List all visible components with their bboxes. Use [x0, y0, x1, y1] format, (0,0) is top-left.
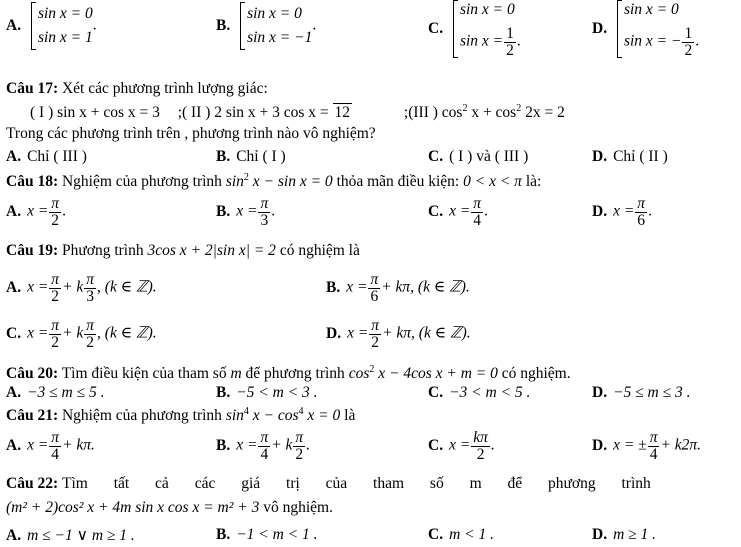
frac-den: 3 [260, 211, 269, 229]
question-text: vô nghiệm. [263, 499, 333, 516]
equation: 3cos x + 2|sin x| = 2 [147, 242, 276, 259]
option-label: A. [6, 384, 22, 401]
system-bracket [453, 0, 521, 58]
q19-option-c [6, 318, 157, 350]
fraction [49, 272, 61, 304]
question-text: Phương trình [61, 242, 144, 259]
frac-den: 6 [370, 287, 379, 305]
equation-3-part: 2x = 2 [521, 104, 565, 122]
q17-heading [6, 80, 268, 98]
frac-num: π [370, 271, 379, 288]
q20-option-d [592, 384, 691, 402]
question-text: để phương trình [245, 365, 345, 383]
exponent: 4 [243, 406, 249, 417]
option-label: D. [326, 324, 342, 342]
q19-option-a [6, 272, 157, 304]
sys-line-2: sin x = −1 [247, 29, 313, 47]
q19-option-b [326, 272, 470, 304]
frac-num: π [260, 195, 269, 212]
q20-option-b [216, 384, 318, 402]
option-mid: + k [62, 324, 84, 342]
equation: (m² + 2)cos² x + 4m sin x cos x = m² + 3 [6, 499, 260, 516]
option-label: B. [216, 16, 231, 34]
option-pre: x = [27, 436, 49, 454]
option-text: m < 1 . [449, 526, 494, 543]
question-number: Câu 17: [6, 80, 59, 97]
question-text: là: [525, 173, 542, 191]
fraction [293, 430, 305, 462]
fraction [635, 196, 647, 228]
exponent: 2 [243, 172, 249, 183]
option-mid: + k [271, 436, 293, 454]
option-pre: x = [236, 202, 258, 220]
option-label: C. [428, 436, 444, 454]
option-end: . [484, 202, 488, 220]
option-pre: x = [27, 202, 49, 220]
question-number: Câu 22: [6, 475, 59, 492]
fraction [368, 272, 380, 304]
fraction [504, 26, 516, 58]
condition: 0 < x < π [463, 173, 522, 191]
frac-num: π [86, 317, 95, 334]
sys-line-1: sin x = 0 [623, 1, 679, 18]
frac-den: 4 [260, 445, 269, 463]
q18-option-a [6, 196, 66, 228]
option-end: . [695, 32, 700, 50]
frac-num: π [86, 271, 95, 288]
q22-heading [6, 475, 735, 493]
frac-den: 6 [637, 211, 646, 229]
option-label: C. [428, 148, 444, 165]
option-end: . [490, 436, 495, 454]
frac-den: 4 [51, 445, 60, 463]
option-end: . [62, 202, 66, 220]
parameter: m [230, 365, 242, 383]
option-label: A. [6, 436, 22, 454]
frac-den: 2 [684, 41, 693, 59]
equation-3-part: x + cos [467, 104, 517, 122]
equation: x − cos [248, 407, 299, 425]
option-label: B. [216, 202, 231, 220]
frac-num: 1 [506, 25, 514, 43]
option-label: D. [592, 526, 608, 543]
sys-line-2: sin x = 1 [37, 29, 93, 47]
exponent: 2 [516, 103, 522, 114]
q21-heading [6, 406, 355, 425]
option-end: . [312, 16, 317, 34]
equation: x = 0 [303, 407, 341, 425]
equation-3: ;(III ) cos [403, 104, 463, 122]
option-end: . [92, 16, 97, 34]
equation-1: ( I ) sin x + cos x = 3 [30, 104, 160, 122]
sqrt-value: 12 [334, 104, 351, 122]
q20-option-a [6, 384, 105, 402]
option-label: C. [428, 526, 444, 543]
option-pre: x = [613, 202, 635, 220]
question-text: Xét các phương trình lượng giác: [61, 80, 268, 97]
option-label: B. [216, 148, 231, 165]
frac-den: 2 [51, 333, 60, 351]
q21-option-b [216, 430, 310, 462]
frac-num: π [51, 317, 60, 334]
exponent: 2 [369, 364, 375, 375]
question-text: Tìm tất cả các giá trị của tham số m để phương trình [61, 475, 651, 492]
q21-option-c [428, 430, 495, 462]
option-label: A. [6, 527, 22, 544]
q17-option-d [592, 148, 668, 166]
question-text: có nghiệm là [279, 242, 360, 259]
question-number: Câu 20: [6, 365, 59, 383]
option-end: . [306, 436, 311, 454]
option-text: −5 < m < 3 . [236, 384, 318, 401]
frac-den: 2 [476, 445, 485, 463]
option-label: D. [592, 436, 608, 454]
option-end: , (k ∈ ℤ). [97, 278, 157, 296]
question-text: có nghiệm. [501, 365, 571, 383]
option-end: + kπ, (k ∈ ℤ). [382, 324, 471, 342]
sys-line-2: sin x = − [623, 32, 682, 50]
option-label: A. [6, 16, 22, 34]
fraction [84, 318, 96, 350]
system-bracket [31, 2, 93, 50]
q19-option-d [326, 318, 471, 350]
fraction [471, 196, 483, 228]
option-end: + kπ, (k ∈ ℤ). [381, 278, 470, 296]
system-bracket [240, 2, 312, 50]
frac-den: 4 [649, 445, 658, 463]
q18-option-b [216, 196, 275, 228]
q21-option-d [592, 430, 701, 462]
option-mid: + k [62, 278, 84, 296]
frac-num: π [371, 317, 380, 334]
q18-heading [6, 172, 541, 191]
option-label: C. [428, 202, 444, 220]
option-label: C. [428, 19, 444, 37]
fraction [648, 430, 660, 462]
option-text: Chỉ ( I ) [236, 148, 286, 165]
q19-heading [6, 242, 360, 260]
sys-line-2: sin x = [459, 32, 504, 50]
frac-num: 1 [684, 25, 693, 43]
q21-option-a [6, 430, 95, 462]
fraction [258, 430, 270, 462]
option-pre: x = [347, 324, 369, 342]
option-text: −3 < m < 5 . [449, 384, 531, 401]
q22-option-b [216, 526, 318, 544]
q22-option-a [6, 526, 135, 545]
option-text: m ≥ 1 . [613, 526, 657, 543]
option-label: D. [592, 19, 608, 37]
option-label: A. [6, 278, 22, 296]
option-label: B. [216, 526, 231, 543]
option-pre: x = [449, 436, 471, 454]
fraction [49, 430, 61, 462]
option-pre: x = [27, 324, 49, 342]
q22-option-d [592, 526, 656, 544]
frac-num: π [260, 429, 269, 446]
frac-den: 2 [506, 41, 514, 59]
q20-option-c [428, 384, 530, 402]
q22-equation-line [6, 499, 333, 517]
fraction [682, 26, 694, 58]
fraction [49, 318, 61, 350]
option-pre: x = [449, 202, 471, 220]
q17-option-a [6, 148, 87, 166]
q20-heading [6, 364, 571, 383]
option-text: −3 ≤ m ≤ 5 . [27, 384, 105, 401]
question-text: Tìm điều kiện của tham số [61, 365, 227, 383]
equation: x − 4cos x + m = 0 [374, 365, 498, 383]
equation: x − sin x = 0 [248, 173, 333, 191]
option-pre: x = [346, 278, 368, 296]
question-text: là [344, 407, 356, 425]
frac-num: π [649, 429, 658, 446]
option-pre: x = [27, 278, 49, 296]
system-bracket [617, 0, 699, 58]
exponent: 4 [298, 406, 304, 417]
option-end: , (k ∈ ℤ). [97, 324, 157, 342]
q18-option-c [428, 196, 488, 228]
sys-line-1: sin x = 0 [37, 5, 93, 22]
q17-equations [30, 103, 565, 122]
option-text: Chỉ ( III ) [27, 148, 87, 165]
option-label: D. [592, 148, 608, 165]
question-number: Câu 21: [6, 407, 59, 425]
option-end: . [648, 202, 652, 220]
option-pre: x = [236, 436, 258, 454]
frac-den: 2 [371, 333, 380, 351]
prev-option-c [428, 0, 521, 58]
fraction [84, 272, 96, 304]
option-text: −5 ≤ m ≤ 3 . [613, 384, 691, 401]
frac-num: kπ [473, 429, 488, 446]
frac-den: 3 [86, 287, 95, 305]
q17-question: Trong các phương trình trên , phương trình nào vô nghiệm? [6, 125, 376, 142]
option-label: B. [216, 436, 231, 454]
frac-num: π [51, 429, 60, 446]
option-label: B. [216, 384, 231, 401]
equation-2: ;( II ) 2 sin x + 3 cos x = [177, 104, 329, 122]
option-end: . [516, 32, 521, 50]
option-label: B. [326, 278, 341, 296]
option-label: D. [592, 202, 608, 220]
fraction [258, 196, 270, 228]
sys-line-1: sin x = 0 [247, 5, 302, 22]
option-end: + kπ. [62, 436, 95, 454]
q17-option-b [216, 148, 286, 166]
option-text: Chỉ ( II ) [613, 148, 668, 165]
frac-den: 2 [295, 445, 304, 463]
prev-option-b [216, 2, 316, 50]
option-end: + k2π. [660, 436, 702, 454]
question-number: Câu 19: [6, 242, 59, 259]
option-label: D. [592, 384, 608, 401]
q17-option-c [428, 148, 528, 166]
option-label: C. [6, 324, 22, 342]
option-label: A. [6, 202, 22, 220]
question-text: thỏa mãn điều kiện: [336, 173, 460, 191]
question-text: Nghiệm của phương trình [61, 407, 222, 425]
frac-num: π [473, 195, 482, 212]
fraction [471, 430, 490, 462]
option-end: . [271, 202, 276, 220]
frac-num: π [51, 271, 60, 288]
fraction [369, 318, 381, 350]
q22-option-c [428, 526, 494, 544]
equation: sin [225, 173, 244, 191]
option-text: m ≤ −1 ∨ m ≥ 1 . [27, 527, 135, 544]
equation: sin [225, 407, 244, 425]
prev-option-d [592, 0, 699, 58]
option-pre: x = ± [613, 436, 647, 454]
prev-option-a [6, 2, 97, 50]
frac-den: 4 [473, 211, 482, 229]
option-label: A. [6, 148, 22, 165]
equation: cos [348, 365, 370, 383]
question-text: Nghiệm của phương trình [61, 173, 222, 191]
q18-option-d [592, 196, 652, 228]
sys-line-1: sin x = 0 [459, 1, 515, 18]
frac-num: π [295, 429, 304, 446]
fraction [49, 196, 61, 228]
frac-num: π [637, 195, 646, 212]
exponent: 2 [462, 103, 468, 114]
option-label: C. [428, 384, 444, 401]
frac-den: 2 [51, 287, 60, 305]
frac-den: 2 [86, 333, 95, 351]
option-text: ( I ) và ( III ) [449, 148, 529, 165]
frac-num: π [51, 195, 60, 212]
question-number: Câu 18: [6, 173, 59, 191]
option-text: −1 < m < 1 . [236, 526, 318, 543]
frac-den: 2 [51, 211, 60, 229]
